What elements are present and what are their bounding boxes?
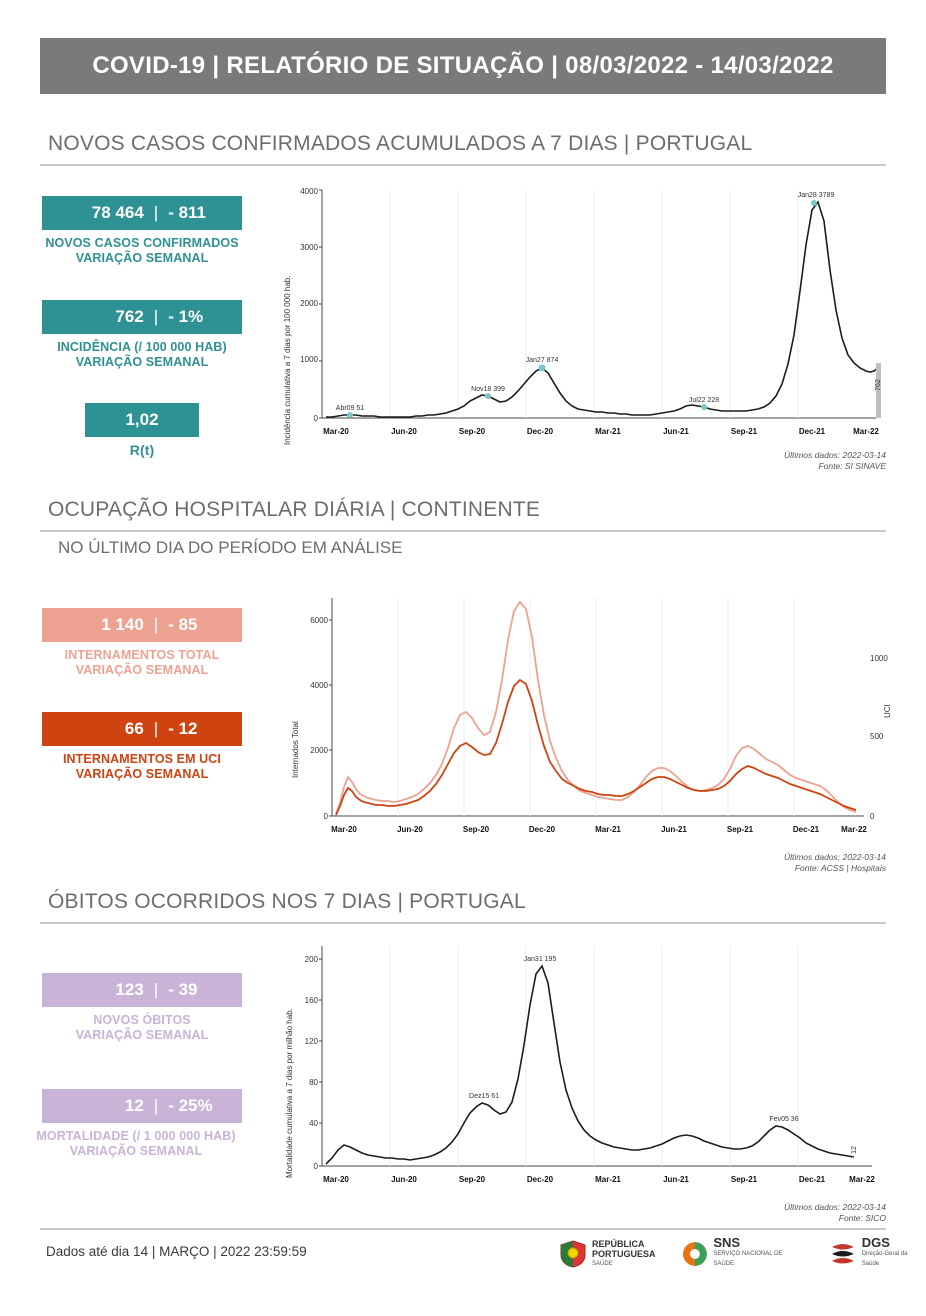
sns-logo-text: SNS SERVIÇO NACIONAL DE SAÚDE [713,1235,783,1267]
svg-text:1000: 1000 [300,355,318,364]
kpi-novos-casos-value: 78 464 [91,203,144,222]
svg-text:Jun-21: Jun-21 [663,427,689,436]
kpi-mortalidade-value: 12 [124,1096,144,1115]
svg-text:Jan28 3789: Jan28 3789 [797,192,835,199]
svg-text:0: 0 [313,414,318,423]
svg-text:200: 200 [304,955,318,964]
kpi-mortalidade-sep: | [153,1096,159,1115]
kpi-internamentos-uci-delta: - 12 [168,719,198,738]
svg-text:1000: 1000 [870,654,888,663]
svg-text:2000: 2000 [300,299,318,308]
kpi-novos-casos-delta: - 811 [168,203,207,222]
svg-text:160: 160 [304,996,318,1005]
section-subtitle-ocupacao: NO ÚLTIMO DIA DO PERÍODO EM ANÁLISE [58,538,403,557]
kpi-internamentos-total-value: 1 140 [101,615,144,634]
chart-incidencia [276,180,886,480]
footer-logos [560,1235,926,1269]
section-title-ocupacao: OCUPAÇÃO HOSPITALAR DIÁRIA | CONTINENTE [48,498,541,521]
kpi-internamentos-uci-label: INTERNAMENTOS EM UCI VARIAÇÃO SEMANAL [62,752,222,781]
svg-text:762: 762 [875,379,882,391]
kpi-incidencia-value: 762 [115,307,144,326]
svg-text:Mar-21: Mar-21 [595,1175,621,1184]
section-title-novos-casos: NOVOS CASOS CONFIRMADOS ACUMULADOS A 7 DIAS | PORTUGAL [48,132,753,155]
sns-logo [682,1235,804,1269]
svg-text:Internados Total: Internados Total [291,721,300,778]
svg-text:UCI: UCI [883,704,892,718]
report-title: COVID-19 | RELATÓRIO DE SITUAÇÃO | 08/03/2022 - 14/03/2022 [92,52,834,79]
svg-text:Jun-20: Jun-20 [397,825,423,834]
republica-portuguesa-logo-text: REPÚBLICA PORTUGUESA SAÚDE [592,1238,656,1267]
chart-hospitalar [276,578,906,858]
kpi-novos-obitos [42,973,242,1007]
svg-text:Jun-21: Jun-21 [663,1175,689,1184]
svg-text:Sep-20: Sep-20 [462,825,490,834]
source-incidencia: Últimos dados: 2022-03-14 Fonte: SI SINAVE [783,450,886,471]
chart-incidencia-svg [276,180,886,480]
kpi-novos-obitos-label: NOVOS ÓBITOS VARIAÇÃO SEMANAL [75,1013,209,1042]
kpi-novos-obitos-value: 123 [115,980,144,999]
kpi-mortalidade-label: MORTALIDADE (/ 1 000 000 HAB) VARIAÇÃO SEMANAL [36,1129,236,1158]
divider-1 [40,164,886,166]
kpi-incidencia-label: INCIDÊNCIA (/ 100 000 HAB) VARIAÇÃO SEMANAL [57,340,227,369]
chart-incidencia-line [326,202,880,417]
svg-text:3000: 3000 [300,243,318,252]
kpi-mortalidade [42,1089,242,1123]
svg-text:Jan27 874: Jan27 874 [525,357,559,364]
svg-text:Mar-22: Mar-22 [849,1175,875,1184]
svg-text:Sep-21: Sep-21 [730,427,758,436]
svg-text:Jun-20: Jun-20 [391,427,417,436]
chart-obitos [276,928,896,1208]
kpi-internamentos-total-sep: | [153,615,159,634]
svg-text:Mar-22: Mar-22 [841,825,867,834]
divider-footer [40,1228,886,1230]
sns-circle-icon [682,1241,708,1267]
dgs-logo-text: DGS Direção-Geral da Saúde [861,1235,908,1267]
svg-text:80: 80 [309,1078,318,1087]
svg-text:Dec-21: Dec-21 [798,1175,826,1184]
svg-text:Mar-20: Mar-20 [323,427,349,436]
source-obitos: Últimos dados: 2022-03-14 Fonte: SICO [783,1202,886,1223]
svg-text:Mar-22: Mar-22 [853,427,879,436]
chart-obitos-svg [276,928,896,1208]
kpi-internamentos-total [42,608,242,642]
dgs-logo [830,1235,926,1269]
dgs-mark-icon [830,1241,856,1267]
footer-data-text: Dados até dia 14 | MARÇO | 2022 23:59:59 [46,1244,307,1259]
kpi-novos-casos-sep: | [153,203,159,222]
svg-text:Mar-20: Mar-20 [323,1175,349,1184]
kpi-novos-obitos-sep: | [153,980,159,999]
svg-text:Nov18 399: Nov18 399 [471,386,505,393]
svg-text:2000: 2000 [310,746,328,755]
kpi-incidencia [42,300,242,334]
shield-icon [560,1240,586,1268]
svg-text:Sep-21: Sep-21 [730,1175,758,1184]
svg-text:Sep-20: Sep-20 [458,427,486,436]
kpi-internamentos-uci-sep: | [153,719,159,738]
svg-text:4000: 4000 [310,681,328,690]
svg-text:Dec-21: Dec-21 [798,427,826,436]
source-hospitalar: Últimos dados: 2022-03-14 Fonte: ACSS | Hospitais [783,852,886,873]
report-header [40,38,886,94]
svg-text:Abr09 51: Abr09 51 [335,405,365,412]
svg-text:Dec-20: Dec-20 [526,427,554,436]
kpi-rt-value: 1,02 [125,410,159,429]
svg-text:Mar-21: Mar-21 [595,427,621,436]
kpi-novos-obitos-delta: - 39 [168,980,198,999]
kpi-incidencia-sep: | [153,307,159,326]
kpi-incidencia-delta: - 1% [168,307,204,326]
svg-text:Jan31 195: Jan31 195 [523,956,557,963]
svg-text:Jul22 228: Jul22 228 [688,397,720,404]
svg-text:4000: 4000 [300,187,318,196]
svg-text:Fev05 36: Fev05 36 [769,1116,799,1123]
republica-portuguesa-logo [560,1239,656,1269]
svg-text:6000: 6000 [310,616,328,625]
section-title-obitos: ÓBITOS OCORRIDOS NOS 7 DIAS | PORTUGAL [48,890,526,913]
svg-text:Mortalidade cumulativa a 7 dia: Mortalidade cumulativa a 7 dias por milhão hab. [285,1008,294,1178]
kpi-mortalidade-delta: - 25% [168,1096,213,1115]
svg-text:Dec-20: Dec-20 [528,825,556,834]
svg-text:0: 0 [870,812,875,821]
svg-text:Dec-21: Dec-21 [792,825,820,834]
kpi-rt-label: R(t) [129,442,155,458]
svg-text:12: 12 [851,1146,858,1154]
svg-text:Dec-20: Dec-20 [526,1175,554,1184]
svg-text:500: 500 [870,732,884,741]
svg-text:Mar-21: Mar-21 [595,825,621,834]
svg-text:120: 120 [304,1037,318,1046]
divider-2 [40,530,886,532]
kpi-rt [85,403,199,437]
svg-text:Sep-21: Sep-21 [726,825,754,834]
kpi-internamentos-uci-value: 66 [124,719,144,738]
svg-text:0: 0 [323,812,328,821]
kpi-novos-casos-label: NOVOS CASOS CONFIRMADOS VARIAÇÃO SEMANAL [45,236,239,265]
chart-hospitalar-svg [276,578,906,858]
svg-text:Dez15 61: Dez15 61 [469,1093,499,1100]
svg-text:Mar-20: Mar-20 [331,825,357,834]
kpi-novos-casos [42,196,242,230]
kpi-internamentos-total-label: INTERNAMENTOS TOTAL VARIAÇÃO SEMANAL [64,648,220,677]
svg-text:0: 0 [313,1162,318,1171]
kpi-internamentos-uci [42,712,242,746]
svg-text:Sep-20: Sep-20 [458,1175,486,1184]
svg-text:40: 40 [309,1119,318,1128]
kpi-internamentos-total-delta: - 85 [168,615,198,634]
chart-obitos-line [326,966,854,1164]
svg-text:Jun-21: Jun-21 [661,825,687,834]
divider-3 [40,922,886,924]
svg-text:Jun-20: Jun-20 [391,1175,417,1184]
svg-text:Incidência cumulativa a 7 dias: Incidência cumulativa a 7 dias por 100 000 hab. [283,275,292,445]
